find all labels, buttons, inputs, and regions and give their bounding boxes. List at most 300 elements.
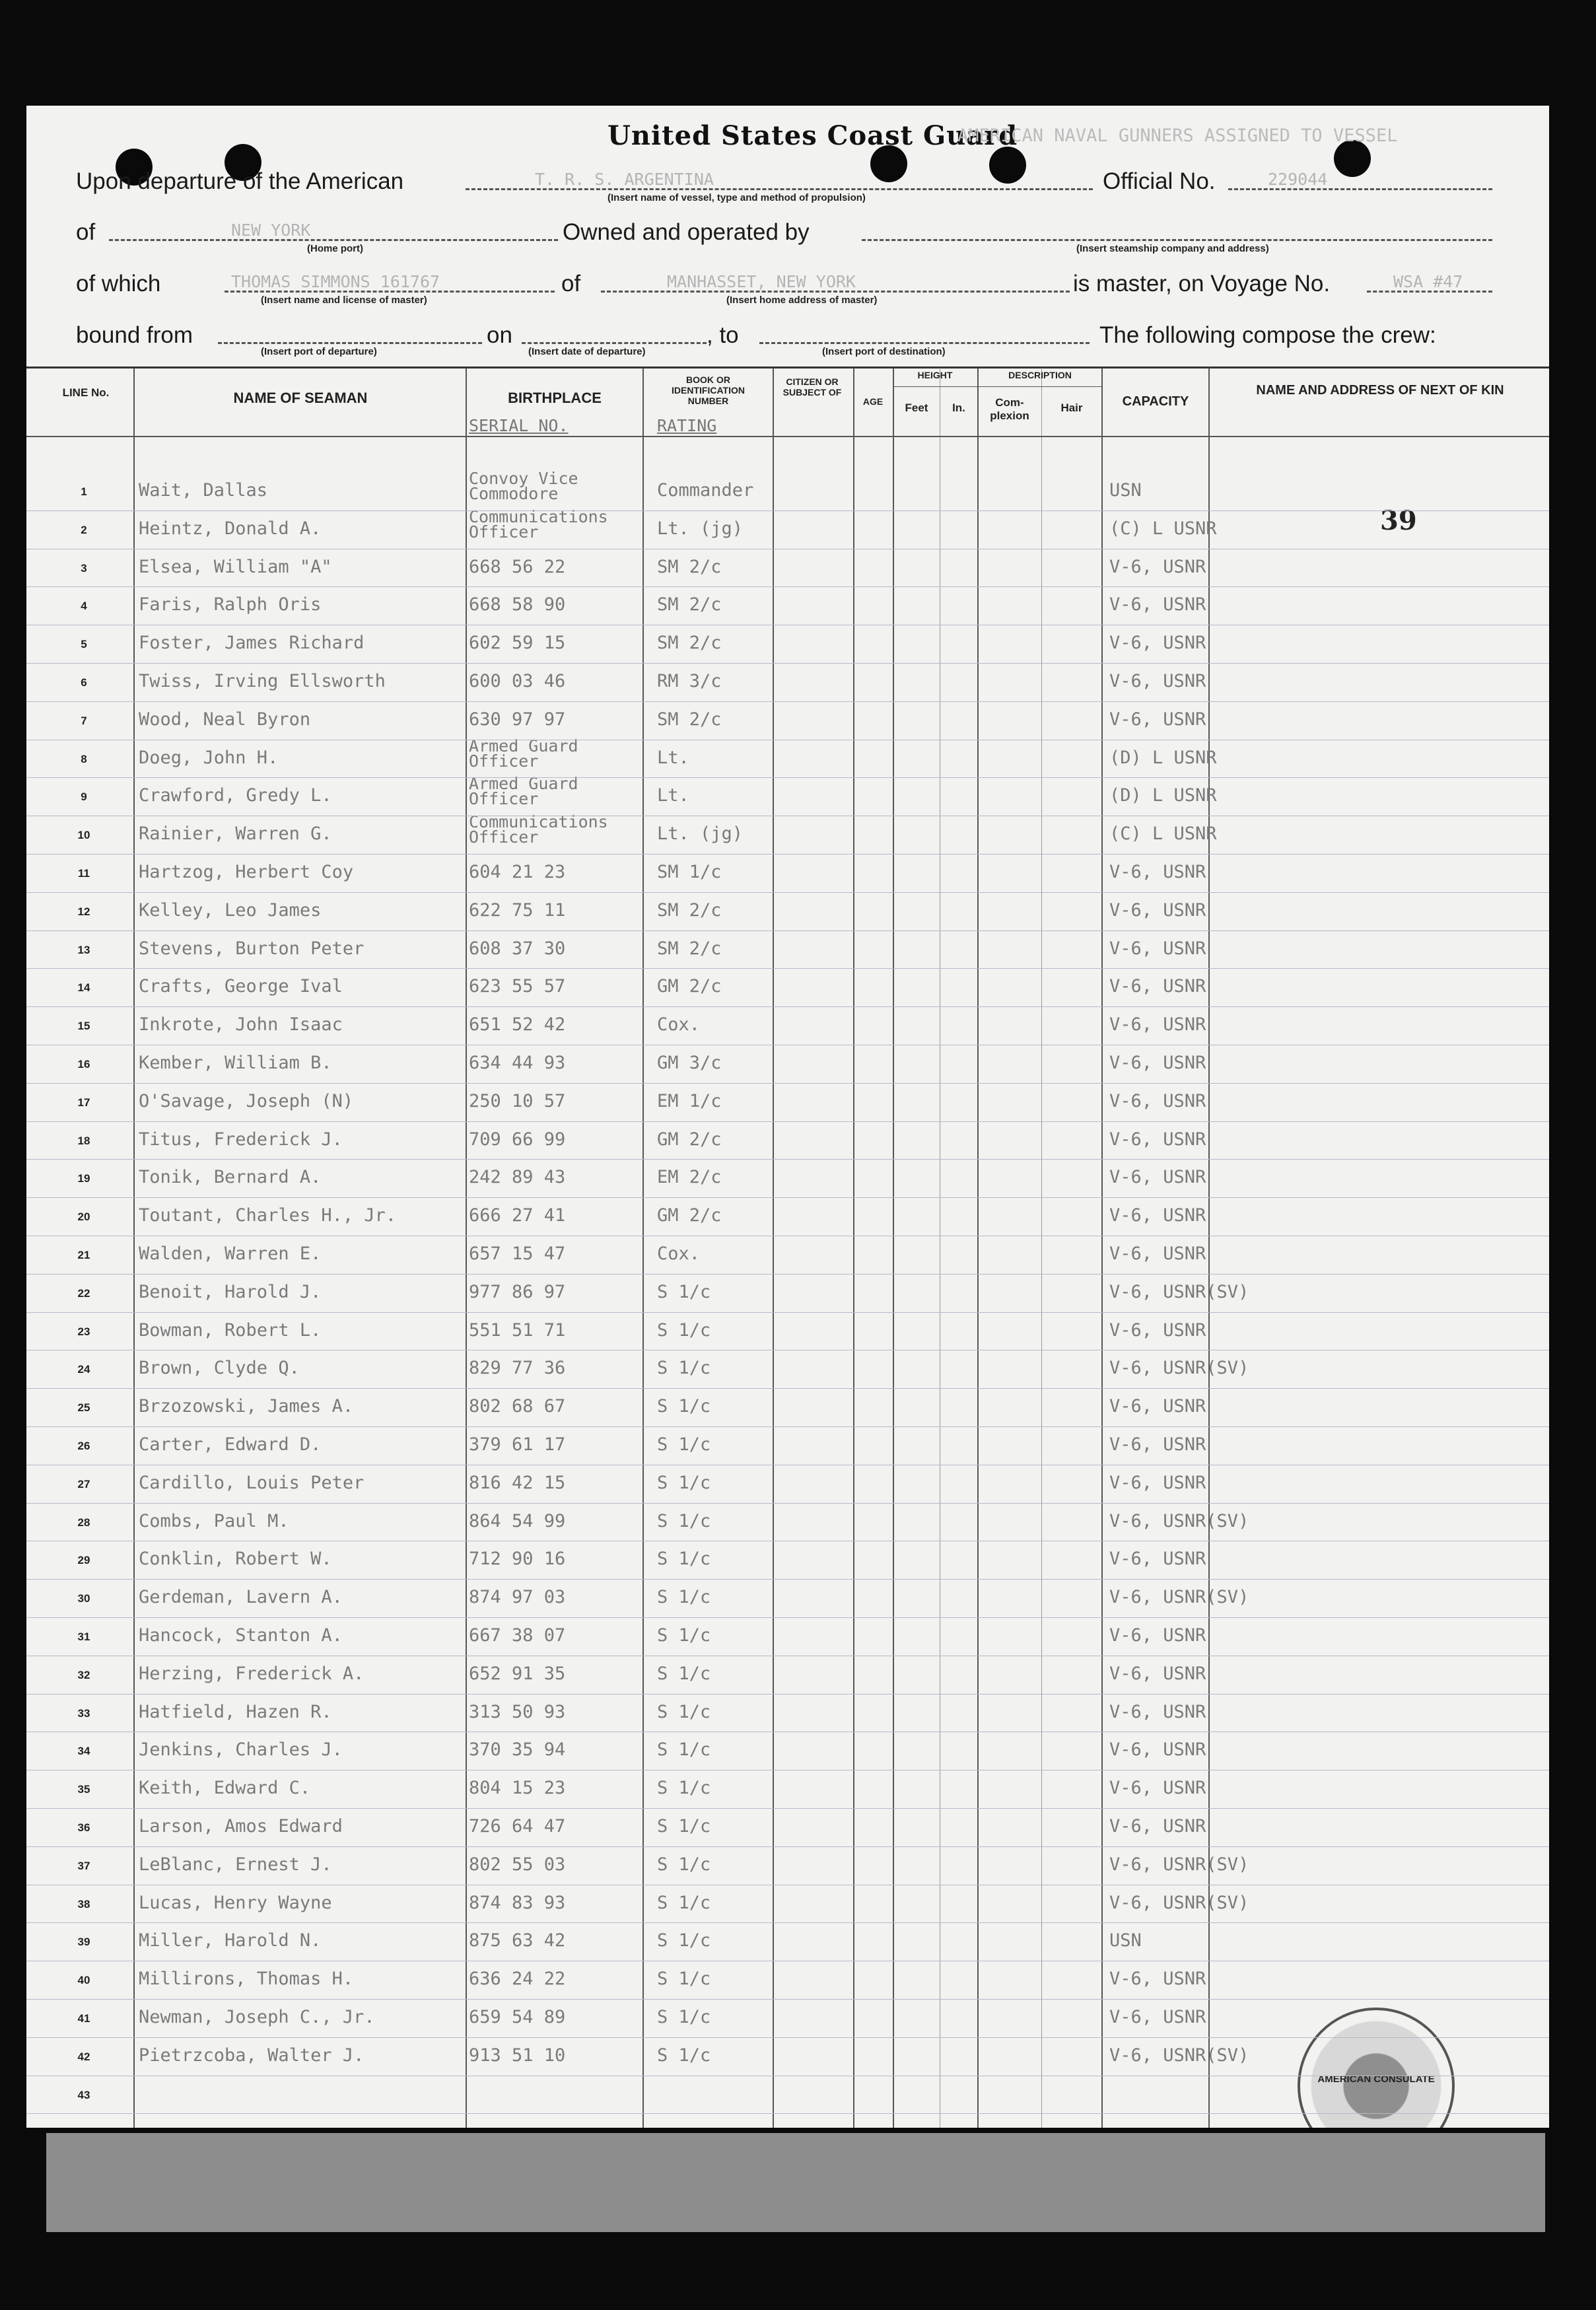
height-underline (893, 386, 977, 387)
serial-no: 602 59 15 (469, 633, 566, 654)
rating: Lt. (jg) (657, 518, 744, 539)
rating: SM 1/c (657, 862, 722, 882)
seaman-name: Kember, William B. (139, 1053, 332, 1073)
serial-no: 604 21 23 (469, 862, 566, 882)
seaman-name: Miller, Harold N. (139, 1930, 322, 1951)
header-citizen: CITIZEN OR SUBJECT OF (782, 376, 842, 398)
seaman-name: Kelley, Leo James (139, 899, 322, 921)
serial-no: 804 15 23 (469, 1778, 566, 1799)
punch-hole (989, 147, 1026, 184)
departure-port-line (218, 342, 482, 344)
table-row (26, 1006, 1549, 1044)
serial-no: 636 24 22 (469, 1969, 566, 1990)
rating: SM 2/c (657, 633, 722, 654)
serial-no: 864 54 99 (469, 1510, 566, 1531)
row-rule (26, 2113, 1549, 2114)
capacity: V-6, USNR (1109, 862, 1206, 882)
rating: GM 3/c (657, 1053, 722, 1073)
line-no: 12 (77, 905, 90, 918)
serial-no: 657 15 47 (469, 1243, 566, 1264)
table-row (26, 1808, 1549, 1846)
serial-no: 370 35 94 (469, 1739, 566, 1761)
line-no: 21 (77, 1249, 90, 1261)
capacity: USN (1109, 1930, 1142, 1951)
rating: S 1/c (657, 1319, 711, 1341)
seaman-name: Jenkins, Charles J. (139, 1739, 343, 1761)
rating: GM 2/c (657, 976, 722, 997)
row-rule (26, 968, 1549, 969)
capacity: V-6, USNR(SV) (1109, 1854, 1249, 1875)
serial-no: 313 50 93 (469, 1701, 566, 1722)
master-address-value: MANHASSET, NEW YORK (667, 272, 856, 291)
table-row (26, 1350, 1549, 1387)
home-port-line (109, 239, 558, 241)
row-rule (26, 1159, 1549, 1160)
capacity: V-6, USNR(SV) (1109, 2045, 1249, 2066)
seaman-name: Hartzog, Herbert Coy (139, 862, 354, 882)
header-name: NAME OF SEAMAN (233, 390, 368, 406)
capacity: V-6, USNR (1109, 1434, 1206, 1455)
header-age: AGE (862, 396, 884, 407)
table-row (26, 1121, 1549, 1159)
capacity: V-6, USNR(SV) (1109, 1892, 1249, 1913)
header-hair: Hair (1060, 402, 1083, 414)
row-rule (26, 1617, 1549, 1618)
header-rule (26, 436, 1549, 437)
capacity: V-6, USNR (1109, 1549, 1206, 1570)
rating: S 1/c (657, 1358, 711, 1379)
title-annotation: AMERICAN NAVAL GUNNERS ASSIGNED TO VESSEL (957, 125, 1398, 146)
seaman-name: Stevens, Burton Peter (139, 938, 364, 959)
header-book-id: BOOK OR IDENTIFICATION NUMBER (672, 374, 745, 407)
seaman-name: Brzozowski, James A. (139, 1396, 354, 1417)
serial-no: 875 63 42 (469, 1930, 566, 1951)
table-row (26, 701, 1549, 739)
rating: S 1/c (657, 1549, 711, 1570)
table-row (26, 1961, 1549, 1998)
header-height: HEIGHT (917, 370, 953, 380)
seaman-name: Inkrote, John Isaac (139, 1014, 343, 1035)
row-rule (26, 1426, 1549, 1427)
is-master-label: is master, on Voyage No. (1073, 271, 1331, 297)
serial-no: 712 90 16 (469, 1549, 566, 1570)
line-no: 42 (77, 2050, 90, 2063)
capacity: V-6, USNR (1109, 1625, 1206, 1646)
capacity: V-6, USNR (1109, 899, 1206, 921)
line-no: 16 (77, 1058, 90, 1070)
row-rule (26, 1121, 1549, 1122)
rating: RM 3/c (657, 671, 722, 691)
line-no: 33 (77, 1706, 90, 1720)
rating: S 1/c (657, 1472, 711, 1493)
line-no: 9 (81, 790, 87, 804)
row-rule (26, 1999, 1549, 2000)
capacity: V-6, USNR (1109, 1014, 1206, 1035)
rating: S 1/c (657, 1930, 711, 1951)
master-value: THOMAS SIMMONS 161767 (231, 272, 440, 291)
line-no: 26 (77, 1440, 90, 1452)
seaman-name: Brown, Clyde Q. (139, 1358, 300, 1379)
seaman-name: Combs, Paul M. (139, 1510, 289, 1531)
table-row (26, 812, 1549, 853)
seaman-name: Cardillo, Louis Peter (139, 1472, 364, 1493)
of-which-label: of which (76, 271, 161, 297)
departure-caption: (Insert port of departure) (261, 346, 377, 357)
seaman-name: Larson, Amos Edward (139, 1816, 343, 1837)
table-row (26, 1846, 1549, 1884)
serial-no: 874 83 93 (469, 1892, 566, 1913)
seaman-name: Bowman, Robert L. (139, 1319, 322, 1341)
capacity: (C) L USNR (1109, 518, 1217, 539)
seaman-name: Rainier, Warren G. (139, 823, 332, 845)
table-row (26, 1197, 1549, 1235)
rating: S 1/c (657, 2045, 711, 2066)
serial-no: 726 64 47 (469, 1816, 566, 1837)
rating: EM 1/c (657, 1090, 722, 1111)
table-row (26, 1465, 1549, 1502)
line-no: 43 (77, 2088, 90, 2101)
home-port-value: NEW YORK (231, 221, 311, 240)
capacity: V-6, USNR (1109, 1053, 1206, 1073)
capacity: USN (1109, 480, 1142, 501)
table-row (26, 774, 1549, 815)
capacity: V-6, USNR (1109, 1701, 1206, 1722)
line-no: 30 (77, 1592, 90, 1605)
line-no: 22 (77, 1286, 90, 1300)
seaman-name: LeBlanc, Ernest J. (139, 1854, 332, 1875)
description-underline (977, 386, 1101, 387)
form-title: United States Coast Guard (607, 120, 1018, 151)
seaman-name: Lucas, Henry Wayne (139, 1892, 332, 1913)
rating: Lt. (657, 747, 689, 768)
capacity: V-6, USNR (1109, 1778, 1206, 1799)
line-no: 15 (77, 1020, 90, 1033)
capacity: V-6, USNR (1109, 2007, 1206, 2027)
row-rule (26, 1274, 1549, 1275)
rating: Cox. (657, 1243, 701, 1264)
rating: S 1/c (657, 2007, 711, 2027)
date-line (522, 342, 707, 344)
bound-from-label: bound from (76, 322, 193, 348)
line-no: 10 (77, 829, 90, 842)
official-no-value: 229044 (1268, 170, 1328, 189)
row-rule (26, 1846, 1549, 1847)
rating: Cox. (657, 1014, 701, 1035)
line-no: 14 (77, 981, 90, 995)
table-row (26, 507, 1549, 548)
seaman-name: Carter, Edward D. (139, 1434, 322, 1455)
capacity: V-6, USNR (1109, 1090, 1206, 1111)
serial-no: 651 52 42 (469, 1014, 566, 1035)
rating: S 1/c (657, 1739, 711, 1761)
capacity: V-6, USNR (1109, 976, 1206, 997)
line-no: 2 (81, 523, 87, 536)
owner-caption: (Insert steamship company and address) (1076, 243, 1269, 254)
rating: S 1/c (657, 1816, 711, 1837)
line-no: 20 (77, 1210, 90, 1224)
seaman-name: Newman, Joseph C., Jr. (139, 2007, 375, 2027)
seaman-name: Toutant, Charles H., Jr. (139, 1205, 397, 1226)
line-no: 32 (77, 1668, 90, 1681)
rating: SM 2/c (657, 899, 722, 921)
departure-label: Upon departure of the American (76, 168, 404, 194)
serial-no: 816 42 15 (469, 1472, 566, 1493)
header-capacity: CAPACITY (1122, 394, 1189, 409)
seaman-name: Gerdeman, Lavern A. (139, 1587, 343, 1608)
row-rule (26, 1694, 1549, 1695)
table-row (26, 1159, 1549, 1197)
line-no: 8 (81, 752, 87, 765)
capacity: V-6, USNR (1109, 556, 1206, 577)
line-no: 18 (77, 1134, 90, 1147)
line-no: 41 (77, 2012, 90, 2025)
seaman-name: Titus, Frederick J. (139, 1129, 343, 1150)
row-rule (26, 2037, 1549, 2038)
row-rule (26, 1922, 1549, 1923)
seaman-name: Hatfield, Hazen R. (139, 1701, 332, 1722)
table-row (26, 854, 1549, 892)
capacity: V-6, USNR (1109, 1969, 1206, 1990)
row-rule (26, 1808, 1549, 1809)
row-rule (26, 892, 1549, 893)
capacity: V-6, USNR (1109, 1243, 1206, 1264)
rating: S 1/c (657, 1587, 711, 1608)
line-no: 40 (77, 1974, 90, 1987)
header-birthplace: BIRTHPLACE (508, 390, 602, 406)
table-row (26, 549, 1549, 586)
capacity: V-6, USNR (1109, 1396, 1206, 1417)
seaman-name: Crawford, Gredy L. (139, 785, 332, 806)
line-no: 37 (77, 1859, 90, 1872)
stamp-text: AMERICAN CONSULATE (1317, 2074, 1435, 2085)
row-rule (26, 1083, 1549, 1084)
serial-no: 913 51 10 (469, 2045, 566, 2066)
seaman-name: Walden, Warren E. (139, 1243, 322, 1264)
capacity: V-6, USNR (1109, 1167, 1206, 1188)
date-caption: (Insert date of departure) (528, 346, 646, 357)
rating: S 1/c (657, 1625, 711, 1646)
capacity: V-6, USNR (1109, 1319, 1206, 1341)
row-rule (26, 777, 1549, 778)
seaman-name: Benoit, Harold J. (139, 1281, 322, 1302)
table-row (26, 1274, 1549, 1312)
table-row (26, 1045, 1549, 1082)
row-rule (26, 510, 1549, 511)
capacity: V-6, USNR (1109, 1205, 1206, 1226)
serial-no: 600 03 46 (469, 671, 566, 691)
table-row (26, 1656, 1549, 1693)
capacity: V-6, USNR (1109, 1739, 1206, 1761)
table-row (26, 736, 1549, 777)
table-row (26, 892, 1549, 930)
line-no: 28 (77, 1516, 90, 1529)
line-no: 38 (77, 1897, 90, 1910)
of-label-2: of (561, 271, 581, 297)
capacity: V-6, USNR(SV) (1109, 1281, 1249, 1302)
line-no: 19 (77, 1172, 90, 1185)
line-no: 34 (77, 1745, 90, 1758)
line-no: 23 (77, 1325, 90, 1338)
serial-no: 668 56 22 (469, 556, 566, 577)
capacity: V-6, USNR (1109, 709, 1206, 730)
seaman-name: Wood, Neal Byron (139, 709, 311, 730)
row-rule (26, 1503, 1549, 1504)
rating: S 1/c (657, 1854, 711, 1875)
seaman-name: Wait, Dallas (139, 480, 268, 501)
header-description: DESCRIPTION (1008, 370, 1072, 380)
line-no: 5 (81, 638, 87, 651)
serial-no: 709 66 99 (469, 1129, 566, 1150)
of-label: of (76, 219, 96, 245)
table-row (26, 1541, 1549, 1578)
table-row (26, 1236, 1549, 1273)
line-no: 31 (77, 1630, 90, 1643)
line-no: 4 (81, 600, 87, 613)
rating: SM 2/c (657, 938, 722, 959)
page-number: 39 (1380, 505, 1417, 536)
row-rule (26, 1312, 1549, 1313)
rating: S 1/c (657, 1663, 711, 1684)
capacity: V-6, USNR (1109, 671, 1206, 691)
line-no: 35 (77, 1783, 90, 1796)
line-no: 17 (77, 1096, 90, 1109)
rating: SM 2/c (657, 594, 722, 615)
vessel-value: T. R. S. ARGENTINA (535, 170, 714, 189)
serial-no: 802 68 67 (469, 1396, 566, 1417)
row-rule (26, 1197, 1549, 1198)
line-no: 6 (81, 676, 87, 689)
serial-no: Armed Guard Officer (469, 774, 578, 809)
rating: EM 2/c (657, 1167, 722, 1188)
serial-no: 802 55 03 (469, 1854, 566, 1875)
table-row (26, 1617, 1549, 1655)
seaman-name: Faris, Ralph Oris (139, 594, 322, 615)
row-rule (26, 930, 1549, 931)
capacity: V-6, USNR (1109, 1129, 1206, 1150)
serial-no: 667 38 07 (469, 1625, 566, 1646)
capacity: V-6, USNR (1109, 1663, 1206, 1684)
capacity: V-6, USNR(SV) (1109, 1510, 1249, 1531)
seaman-name: Hancock, Stanton A. (139, 1625, 343, 1646)
table-row (26, 1732, 1549, 1769)
header-inches: In. (952, 402, 965, 414)
seaman-name: Pietrzcoba, Walter J. (139, 2045, 364, 2066)
serial-no: 652 91 35 (469, 1663, 566, 1684)
home-port-caption: (Home port) (307, 243, 363, 254)
on-label: on (487, 322, 512, 348)
row-rule (26, 663, 1549, 664)
header-next-of-kin: NAME AND ADDRESS OF NEXT OF KIN (1256, 383, 1504, 398)
serial-no: 608 37 30 (469, 938, 566, 959)
seaman-name: Foster, James Richard (139, 633, 364, 654)
serial-no: 242 89 43 (469, 1167, 566, 1188)
rating: S 1/c (657, 1892, 711, 1913)
serial-no: 622 75 11 (469, 899, 566, 921)
seaman-name: Keith, Edward C. (139, 1778, 311, 1799)
serial-no: Communications Officer (469, 812, 608, 847)
capacity: V-6, USNR(SV) (1109, 1358, 1249, 1379)
official-no-label: Official No. (1103, 168, 1216, 194)
serial-no: 829 77 36 (469, 1358, 566, 1379)
table-row (26, 1694, 1549, 1732)
serial-no: 668 58 90 (469, 594, 566, 615)
seaman-name: Heintz, Donald A. (139, 518, 322, 539)
row-rule (26, 701, 1549, 702)
serial-no: 874 97 03 (469, 1587, 566, 1608)
table-row (26, 1503, 1549, 1541)
capacity: (D) L USNR (1109, 785, 1217, 806)
table-row (26, 469, 1549, 510)
table-row (26, 1312, 1549, 1350)
seaman-name: Conklin, Robert W. (139, 1549, 332, 1570)
rating: Lt. (657, 785, 689, 806)
serial-no: Convoy Vice Commodore (469, 469, 578, 503)
table-row (26, 930, 1549, 968)
table-row (26, 1885, 1549, 1922)
line-no: 36 (77, 1821, 90, 1834)
destination-line (759, 342, 1090, 344)
line-no: 13 (77, 943, 90, 956)
table-row (26, 1388, 1549, 1426)
line-no: 1 (81, 485, 87, 498)
rating: SM 2/c (657, 556, 722, 577)
rating: S 1/c (657, 1281, 711, 1302)
owner-line (862, 239, 1492, 241)
rating: S 1/c (657, 1434, 711, 1455)
capacity: (C) L USNR (1109, 823, 1217, 845)
serial-no: 623 55 57 (469, 976, 566, 997)
rating: GM 2/c (657, 1205, 722, 1226)
line-no: 39 (77, 1936, 90, 1949)
table-row (26, 968, 1549, 1006)
table-row (26, 663, 1549, 701)
rating: GM 2/c (657, 1129, 722, 1150)
table-row (26, 1770, 1549, 1807)
line-no: 25 (77, 1401, 90, 1415)
row-rule (26, 1388, 1549, 1389)
serial-no: 666 27 41 (469, 1205, 566, 1226)
table-row (26, 586, 1549, 624)
header-rating-typed: RATING (657, 416, 717, 435)
rating: S 1/c (657, 1701, 711, 1722)
seaman-name: Elsea, William "A" (139, 556, 332, 577)
capacity: V-6, USNR (1109, 1816, 1206, 1837)
seaman-name: Doeg, John H. (139, 747, 279, 768)
capacity: V-6, USNR(SV) (1109, 1587, 1249, 1608)
line-no: 24 (77, 1363, 90, 1376)
destination-caption: (Insert port of destination) (822, 346, 946, 357)
line-no: 7 (81, 714, 87, 727)
header-serial-typed: SERIAL NO. (469, 416, 569, 435)
header-line-no: LINE No. (62, 386, 110, 399)
seaman-name: Twiss, Irving Ellsworth (139, 671, 386, 691)
seaman-name: Herzing, Frederick A. (139, 1663, 364, 1684)
line-no: 27 (77, 1477, 90, 1490)
seaman-name: Tonik, Bernard A. (139, 1167, 322, 1188)
table-row (26, 1426, 1549, 1464)
serial-no: 630 97 97 (469, 709, 566, 730)
owned-label: Owned and operated by (563, 219, 810, 245)
master-caption: (Insert name and license of master) (261, 295, 427, 306)
rating: S 1/c (657, 1396, 711, 1417)
to-label: , to (707, 322, 739, 348)
capacity: V-6, USNR (1109, 633, 1206, 654)
scan-bottom-strip (46, 2133, 1545, 2232)
serial-no: Communications Officer (469, 507, 608, 542)
header-complexion: Com- plexion (990, 396, 1029, 422)
rating: S 1/c (657, 1778, 711, 1799)
serial-no: 634 44 93 (469, 1053, 566, 1073)
